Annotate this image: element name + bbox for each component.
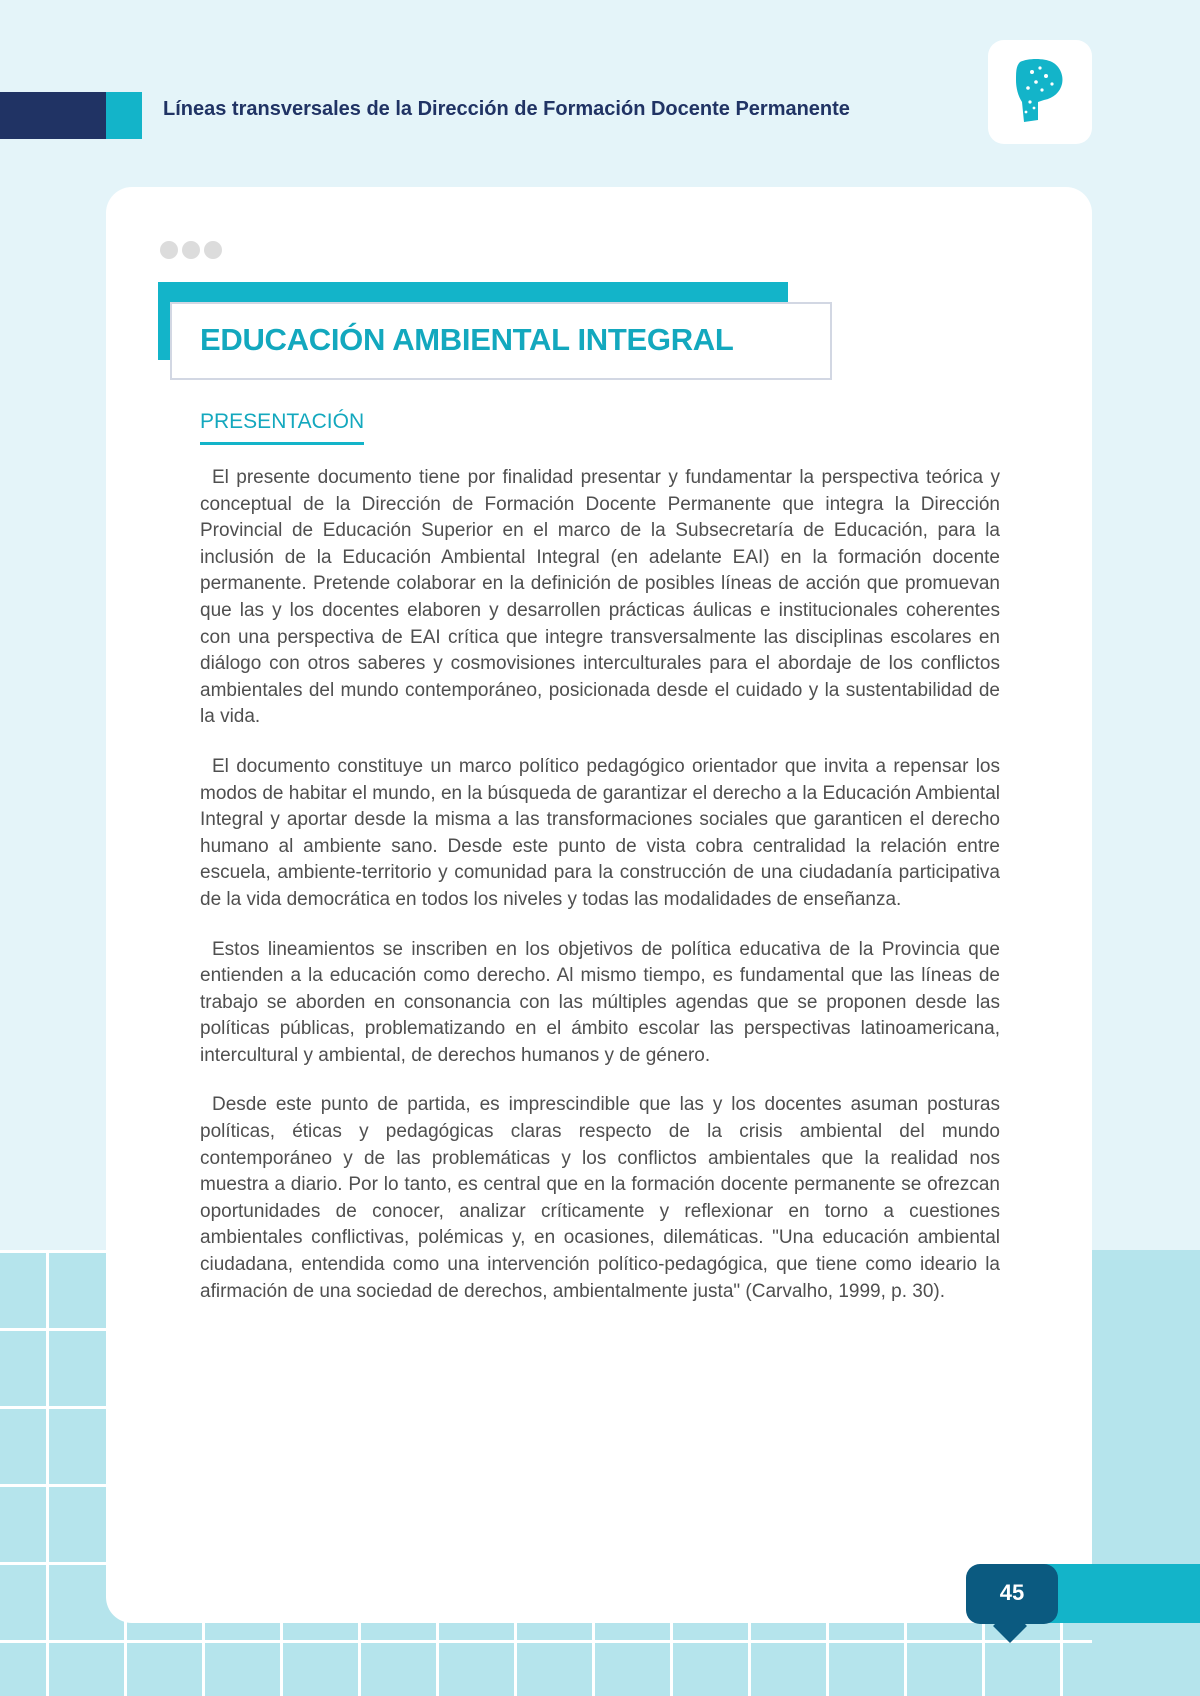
paragraph: Desde este punto de partida, es imprescindible que las y los docentes asuman posturas políticas, éticas y pedagógicas claras respecto de la crisis ambiental del mundo contemporáneo y de las problemáticas y los conflictos ambientales que la realidad nos muestra a diario. Por lo tanto, es central que en la formación docente permanente se ofrezcan oportunidades de conocer, analizar críticamente y reflexionar en torno a cuestiones ambientales conflictivas, polémicas y, en ocasiones, dilemáticas. "Una educación ambiental ciudadana, entendida como una intervención político-pedagógica, que tiene como ideario la afirmación de una sociedad de derechos, ambientalmente justa" (Carvalho, 1999, p. 30).	[200, 1094, 1000, 1302]
window-dots	[160, 241, 222, 259]
logo	[988, 40, 1092, 144]
paragraph: El presente documento tiene por finalidad presentar y fundamentar la perspectiva teórica y conceptual de la Dirección de Formación Docente Permanente que integra la Dirección Provincial de Educación Superior en el marco de la Subsecretaría de Educación, para la inclusión de la Educación Ambiental Integral (en adelante EAI) en la formación docente permanente. Pretende colaborar en la definición de posibles líneas de acción que promuevan que las y los docentes elaboren y desarrollen prácticas áulicas e institucionales coherentes con una perspectiva de EAI crítica que integre transversalmente las disciplinas escolares en diálogo con otros saberes y cosmovisiones interculturales para el abordaje de los conflictos ambientales del mundo contemporáneo, posicionada desde el cuidado y la sustentabilidad de la vida.	[200, 467, 1000, 728]
dot	[182, 241, 200, 259]
dot	[204, 241, 222, 259]
background-grid-right	[1092, 1250, 1200, 1696]
header-bar-cyan	[106, 92, 142, 139]
paragraph: Estos lineamientos se inscriben en los objetivos de política educativa de la Provincia que entienden a la educación como derecho. Al mismo tiempo, es fundamental que las líneas de trabajo se aborden en consonancia con las múltiples agendas que se proponen desde las políticas públicas, problematizando en el ámbito escolar las perspectivas latinoamericana, intercultural y ambiental, de derechos humanos y de género.	[200, 938, 1000, 1066]
header-bar-navy	[0, 92, 106, 139]
body-text	[200, 465, 1000, 1328]
paragraph: El documento constituye un marco político pedagógico orientador que invita a repensar los modos de habitar el mundo, en la búsqueda de garantizar el derecho a la Educación Ambiental Integral y aportar desde la misma a las transformaciones sociales que garanticen el derecho humano al ambiente sano. Desde este punto de vista cobra centralidad la relación entre escuela, ambiente-territorio y comunidad para la construcción de una ciudadanía participativa de la vida democrática en todos los niveles y todas las modalidades de enseñanza.	[200, 755, 1000, 910]
dot	[160, 241, 178, 259]
section-heading: PRESENTACIÓN	[200, 410, 364, 445]
page-title: EDUCACIÓN AMBIENTAL INTEGRAL	[200, 322, 734, 357]
title-box	[170, 302, 832, 380]
header-title: Líneas transversales de la Dirección de Formación Docente Permanente	[163, 98, 850, 120]
province-map-icon	[1014, 58, 1066, 124]
page-tab	[1040, 1564, 1200, 1623]
page-number: 45	[999, 1580, 1025, 1605]
